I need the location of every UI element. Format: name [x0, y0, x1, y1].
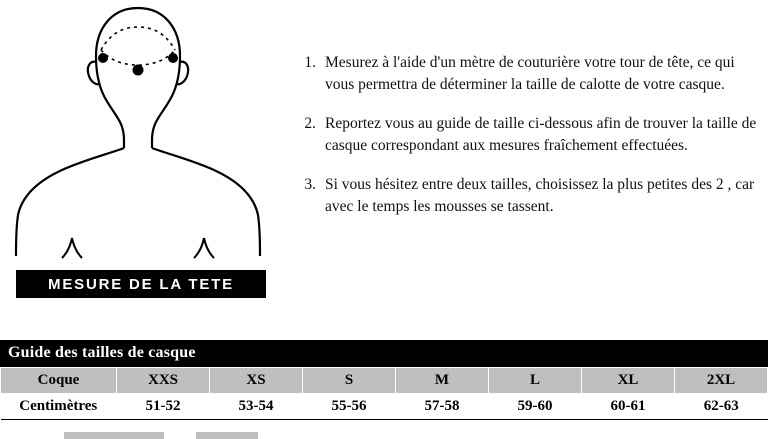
table-header-cell: L: [489, 368, 582, 394]
table-cell-partial: [196, 432, 258, 439]
table-cell: 55-56: [303, 394, 396, 420]
instructions-list: [290, 52, 758, 235]
instruction-number: 2.: [304, 115, 316, 132]
table-cell: 57-58: [396, 394, 489, 420]
instruction-number: 3.: [304, 176, 316, 193]
table-cell: 51-52: [117, 394, 210, 420]
instruction-text: Mesurez à l'aide d'un mètre de couturière votre tour de tête, ce qui vous permettra de déterminer la taille de calotte de votre casque.: [325, 54, 735, 93]
table-header-cell: XL: [582, 368, 675, 394]
table-cell: 62-63: [675, 394, 768, 420]
table-cell: 60-61: [582, 394, 675, 420]
table-row-header: [1, 368, 768, 394]
table-row-label: Centimètres: [1, 394, 117, 420]
table-header-cell: XXS: [117, 368, 210, 394]
instruction-item: [290, 113, 758, 157]
measure-head-banner: [16, 270, 266, 298]
instruction-item: [290, 52, 758, 96]
head-measurement-illustration: [0, 0, 290, 320]
table-header-cell: S: [303, 368, 396, 394]
table-header-cell: 2XL: [675, 368, 768, 394]
size-guide-table: [0, 367, 768, 420]
table-cell-partial: [64, 432, 164, 439]
measure-head-banner-label: MESURE DE LA TETE: [48, 275, 234, 293]
table-row: [1, 394, 768, 420]
size-guide-title: Guide des tailles de casque: [0, 340, 768, 367]
table-header-cell: M: [396, 368, 489, 394]
instruction-text: Reportez vous au guide de taille ci-dessous afin de trouver la taille de casque correspondant aux mesures fraîchement effectuées.: [325, 115, 757, 154]
instruction-item: [290, 174, 758, 218]
instruction-number: 1.: [304, 54, 316, 71]
table-header-cell: XS: [210, 368, 303, 394]
table-row-partial: [0, 432, 768, 439]
size-guide-section: [0, 340, 768, 420]
table-header-cell: Coque: [1, 368, 117, 394]
instruction-text: Si vous hésitez entre deux tailles, choisissez la plus petites des 2 , car avec le temps les mousses se tassent.: [325, 176, 755, 215]
table-cell: 59-60: [489, 394, 582, 420]
table-cell: 53-54: [210, 394, 303, 420]
